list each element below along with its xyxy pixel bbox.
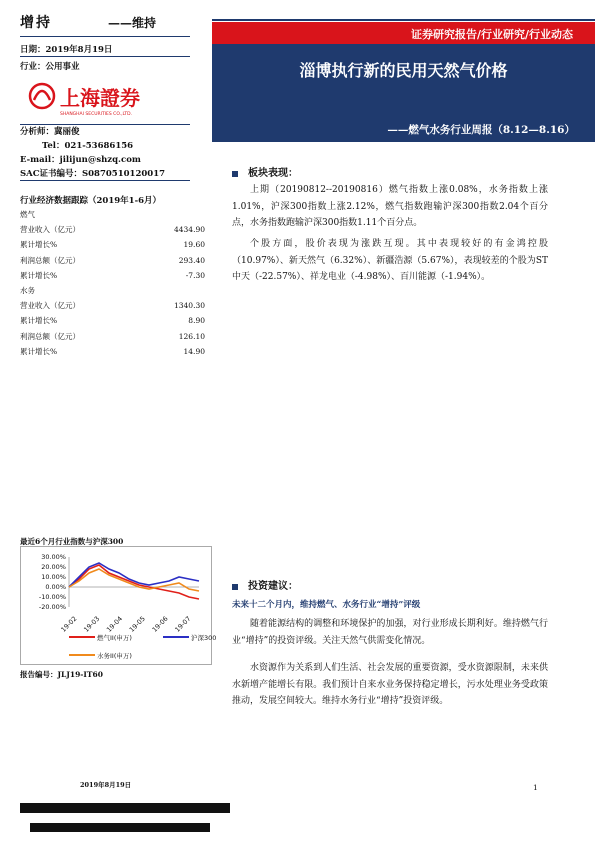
analyst-tel: Tel：021-53686156: [42, 141, 134, 151]
table-row: [20, 268, 205, 283]
y-tick-label: -20.00%: [38, 603, 66, 611]
table-row-label: 营业收入（亿元）: [20, 225, 80, 235]
analyst-name: 分析师：冀丽俊: [20, 127, 80, 137]
series-line: [69, 565, 199, 599]
table-row: [20, 313, 205, 328]
x-tick-label: 19-07: [173, 614, 193, 634]
chart-frame: [20, 546, 217, 665]
section-heading-advice: 投资建议：: [232, 577, 298, 592]
x-tick-label: 19-03: [82, 614, 102, 634]
advice-paragraph-1: 随着能源结构的调整和环境保护的加强，对行业形成长期利好。维持燃气行业“增持”的投资评级。关注天然气供需变化情况。: [232, 619, 548, 646]
advice-paragraph-2: 水资源作为关系到人们生活、社会发展的重要资源，受水资源限制，未来供水新增产能增长有限。我们预计自来水业务保持稳定增长，污水处理业务受政策推动，发展空间较大。维持水务行业“增持”投资评级。: [232, 663, 548, 706]
report-subtitle: ——燃气水务行业周报（8.12—8.16）: [387, 124, 575, 136]
chart-title: 最近6个月行业指数与沪深300: [20, 537, 124, 546]
section-heading-performance: 板块表现：: [232, 164, 298, 179]
table-row: [20, 344, 205, 359]
rating-statement: 未来十二个月内，维持燃气、水务行业“增持”评级: [232, 600, 421, 610]
bullet-square-icon: [232, 171, 238, 177]
data-table-title: 行业经济数据跟踪（2019年1-6月）: [20, 196, 162, 206]
series-line: [69, 569, 199, 591]
table-row: [20, 253, 205, 268]
footer-redacted-bar: [20, 803, 230, 813]
rating-label: 增持: [20, 15, 52, 31]
page-number: 1: [533, 783, 538, 792]
company-logo: [20, 78, 190, 118]
table-row-value: 8.90: [188, 316, 205, 326]
industry-data-table: [20, 207, 205, 359]
report-number: 报告编号：JLJ19-IT60: [20, 670, 103, 679]
legend-label: 水务II(申万): [97, 652, 132, 660]
y-tick-label: -10.00%: [38, 593, 66, 601]
index-line-chart: [21, 547, 217, 664]
performance-paragraph-2: 个股方面，股价表现为涨跌互现。其中表现较好的有金鸿控股（10.97%）、新天然气（6.32%）、新疆浩源（5.67%），表现较差的个股为ST中天（-22.57%）、祥龙电业（-4.98%）、百川能源（-1.94%）。: [232, 239, 548, 282]
analyst-email[interactable]: E-mail：jilijun@shzq.com: [20, 155, 141, 165]
table-row-label: 燃气: [20, 210, 35, 219]
analyst-sac: SAC证书编号：S0870510120017: [20, 169, 166, 179]
table-row-label: 水务: [20, 285, 35, 295]
y-tick-label: 20.00%: [41, 563, 66, 571]
table-row: [20, 283, 205, 298]
x-tick-label: 19-02: [59, 614, 79, 634]
x-tick-label: 19-04: [104, 614, 125, 634]
table-row-value: 126.10: [178, 331, 205, 341]
footer-date: 2019年8月19日: [80, 781, 132, 789]
table-row: [20, 222, 205, 237]
table-row-value: 19.60: [183, 240, 205, 250]
table-row-value: 1340.30: [173, 301, 205, 311]
table-row-label: 累计增长%: [20, 240, 58, 250]
legend-label: 沪深300: [191, 634, 217, 642]
table-row-value: -7.30: [185, 270, 205, 280]
y-tick-label: 30.00%: [41, 553, 66, 561]
table-row-label: 累计增长%: [20, 270, 58, 280]
svg-text:SHANGHAI SECURITIES CO.,LTD.: SHANGHAI SECURITIES CO.,LTD.: [60, 112, 133, 117]
table-row-label: 利润总额（亿元）: [20, 255, 80, 265]
table-row: [20, 298, 205, 313]
meta-divider: [20, 56, 190, 57]
table-row-label: 利润总额（亿元）: [20, 331, 80, 341]
svg-text:上海證券: 上海證券: [60, 86, 140, 110]
report-title: 淄博执行新的民用天然气价格: [299, 61, 508, 80]
performance-paragraph-1: 上期（20190812--20190816）燃气指数上涨0.08%，水务指数上涨1.01%，沪深300指数上涨2.12%，燃气指数跑输沪深300指数2.04个百分点，水务指数跑输沪深300指数1.11个百分点。: [232, 185, 548, 228]
bullet-square-icon: [232, 584, 238, 590]
report-date: 日期：2019年8月19日: [20, 45, 113, 55]
table-row-label: 累计增长%: [20, 316, 58, 326]
table-row: [20, 207, 205, 222]
header-top-bar: [212, 0, 595, 20]
table-row-value: 293.40: [178, 255, 205, 265]
table-row-value: 14.90: [183, 346, 205, 356]
y-tick-label: 10.00%: [41, 573, 66, 581]
report-type-banner: [212, 22, 595, 44]
header-rule: [212, 19, 595, 21]
report-type-text: 证券研究报告/行业研究/行业动态: [410, 28, 573, 41]
footer-redacted-bar-2: [30, 823, 210, 832]
table-row-label: 累计增长%: [20, 346, 58, 356]
table-row: [20, 329, 205, 344]
table-row: [20, 237, 205, 252]
rating-sub-label: ——维持: [108, 16, 157, 30]
industry-label: 行业：公用事业: [20, 62, 80, 72]
header-divider: [20, 36, 190, 37]
table-row-label: 营业收入（亿元）: [20, 301, 80, 311]
sac-divider: [20, 180, 190, 181]
table-row-value: 4434.90: [173, 225, 205, 235]
y-tick-label: 0.00%: [45, 583, 66, 591]
x-tick-label: 19-06: [150, 614, 170, 634]
x-tick-label: 19-05: [127, 614, 147, 634]
legend-label: 燃气II(申万): [97, 634, 132, 642]
